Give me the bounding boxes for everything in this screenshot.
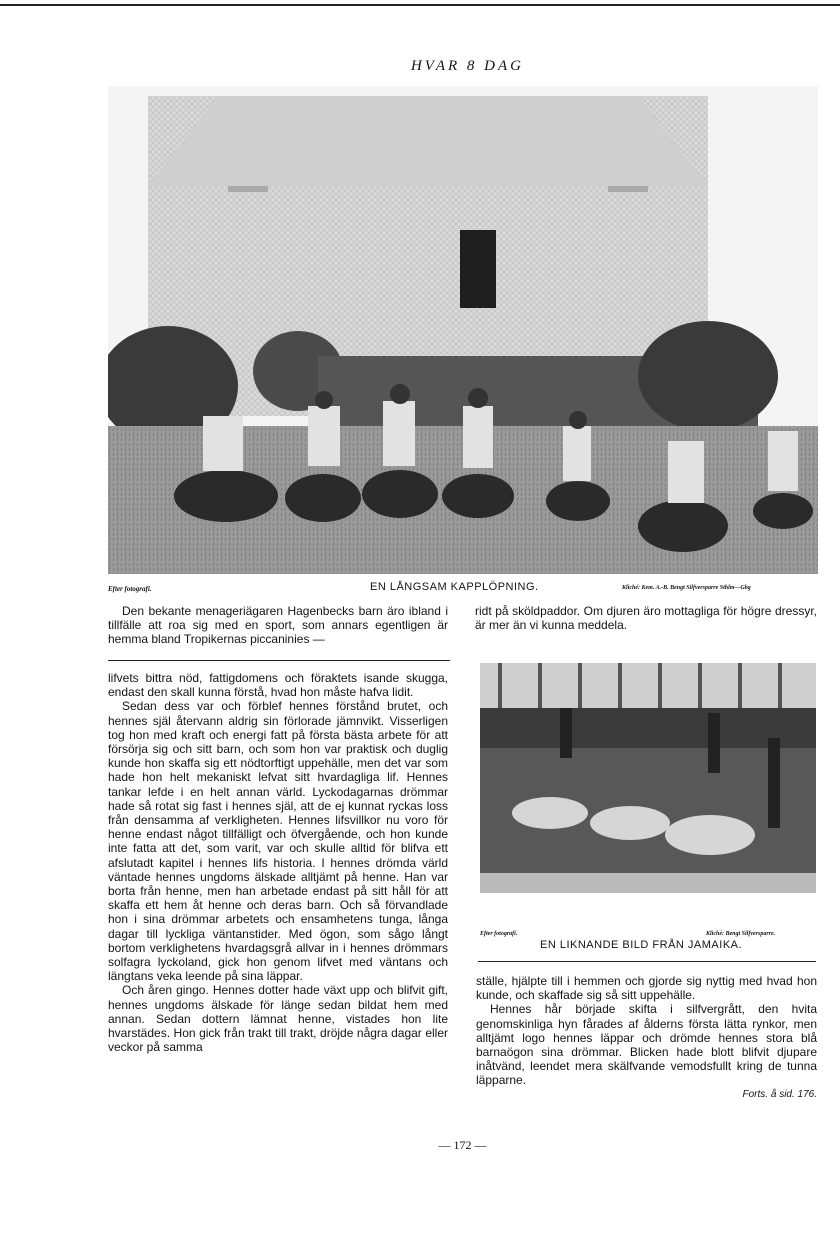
- right-column: [476, 974, 817, 1102]
- left-paragraph-1: lifvets bittra nöd, fattigdomens och föraktets isande skugga, endast den skall kunna förstå, hvad hon måste hafva lidit.: [108, 671, 448, 700]
- top-photo: [108, 86, 818, 574]
- left-paragraph-3: Och åren gingo. Hennes dotter hade växt upp och blifvit gift, hennes ungdoms älskade för länge sedan bildat hem med annan. Sedan dottern lämnat henne, vistades hon lite hvarstädes. Hon gick från trakt till trakt, dröjde några dagar eller veckor på samma: [108, 983, 448, 1055]
- intro-left: [108, 604, 448, 647]
- top-photo-caption: EN LÅNGSAM KAPPLÖPNING.: [370, 581, 539, 593]
- side-photo-illustration: [480, 663, 816, 893]
- side-photo: [480, 663, 816, 893]
- intro-left-paragraph: Den bekante menageriägaren Hagenbecks barn äro ibland i tillfälle att roa sig med en sport, som annars egentligen är hemma bland Tropikernas piccaninies —: [108, 604, 448, 647]
- left-paragraph-2: Sedan dess var och förblef hennes förstånd brutet, och hennes själ återvann aldrig sin förlorade jämnvikt. Visserligen tog hon med kraft och energi fatt på första bästa arbete för att försörja sig och sitt barn, och som hon var praktisk och duglig kunde hon skaffa sig ett nödtorftigt uppehälle, men det var som hade hon helt mekaniskt lefvat sitt hvardagliga lif. Hennes tankar lefde i en helt annan värld. Lyckodagarnas drömmar hade så rotat sig fast i hennes själ, att de ej kunnat ryckas loss från densamma af verkligheten. Hennes lifsvillkor nu voro för henne endast något tillfälligt och öfvergående, och hon kunde inte fatta att det, som varit, var och skulle alltid för blifva ett afslutadt kapitel i hennes lifs historia. I hennes drömda värld väntade hennes ungdoms älskade alltjämt på henne. Han var borta från henne, men han arbetade endast på sitt håll för att skaffa ett hem åt henne och deras barn. Och så förvandlade hon i sina drömmar arbetets och ensamhetens tunga, långa dagar till lyckliga väntanstider. Med ögon, som sågo långt bortom verklighetens hvardagsgrå allvar in i hennes drömmars solfagra lyckoland, gick hon genom lifvet med väntans och längtans veka leende på sina läppar.: [108, 699, 448, 984]
- side-photo-caption: EN LIKNANDE BILD FRÅN JAMAIKA.: [540, 939, 743, 951]
- right-paragraph-2: Hennes hår började skifta i silfvergrått, den hvita genomskinliga hyn fårades af ålderns första lätta rynkor, men alltjämt logo hennes läppar och drömde hennes stora blå barnaögon sina drömmar. Blicken hade blott blifvit djupare inåtvänd, leendet mera skälfvande vemodsfullt kring de tunna läpparne.: [476, 1002, 817, 1088]
- intro-right: [475, 604, 817, 632]
- intro-right-paragraph: ridt på sköldpaddor. Om djuren äro mottagliga för högre dressyr, är mer än vi kunna meddela.: [475, 604, 817, 633]
- left-column: [108, 671, 448, 1054]
- side-photo-credit-left: Efter fotografi.: [480, 931, 518, 937]
- right-paragraph-1: ställe, hjälpte till i hemmen och gjorde sig nyttig med hvad hon kunde, och skaffade sig så sitt uppehälle.: [476, 974, 817, 1003]
- side-photo-credit-right: Kliché: Bengt Silfversparre.: [706, 931, 776, 937]
- top-photo-credit-right: Kliché: Kem. A.-B. Bengt Silfversparre Sthlm—Gbg: [622, 585, 751, 591]
- top-photo-credit-left: Efter fotografi.: [108, 585, 152, 593]
- continued-note: Forts. å sid. 176.: [742, 1088, 817, 1100]
- page-number: — 172 —: [438, 1138, 487, 1152]
- top-photo-illustration: [108, 86, 818, 574]
- side-caption-rule: [478, 961, 816, 962]
- masthead: HVAR 8 DAG: [410, 58, 525, 74]
- top-rule: [0, 4, 840, 6]
- section-rule: [108, 660, 450, 661]
